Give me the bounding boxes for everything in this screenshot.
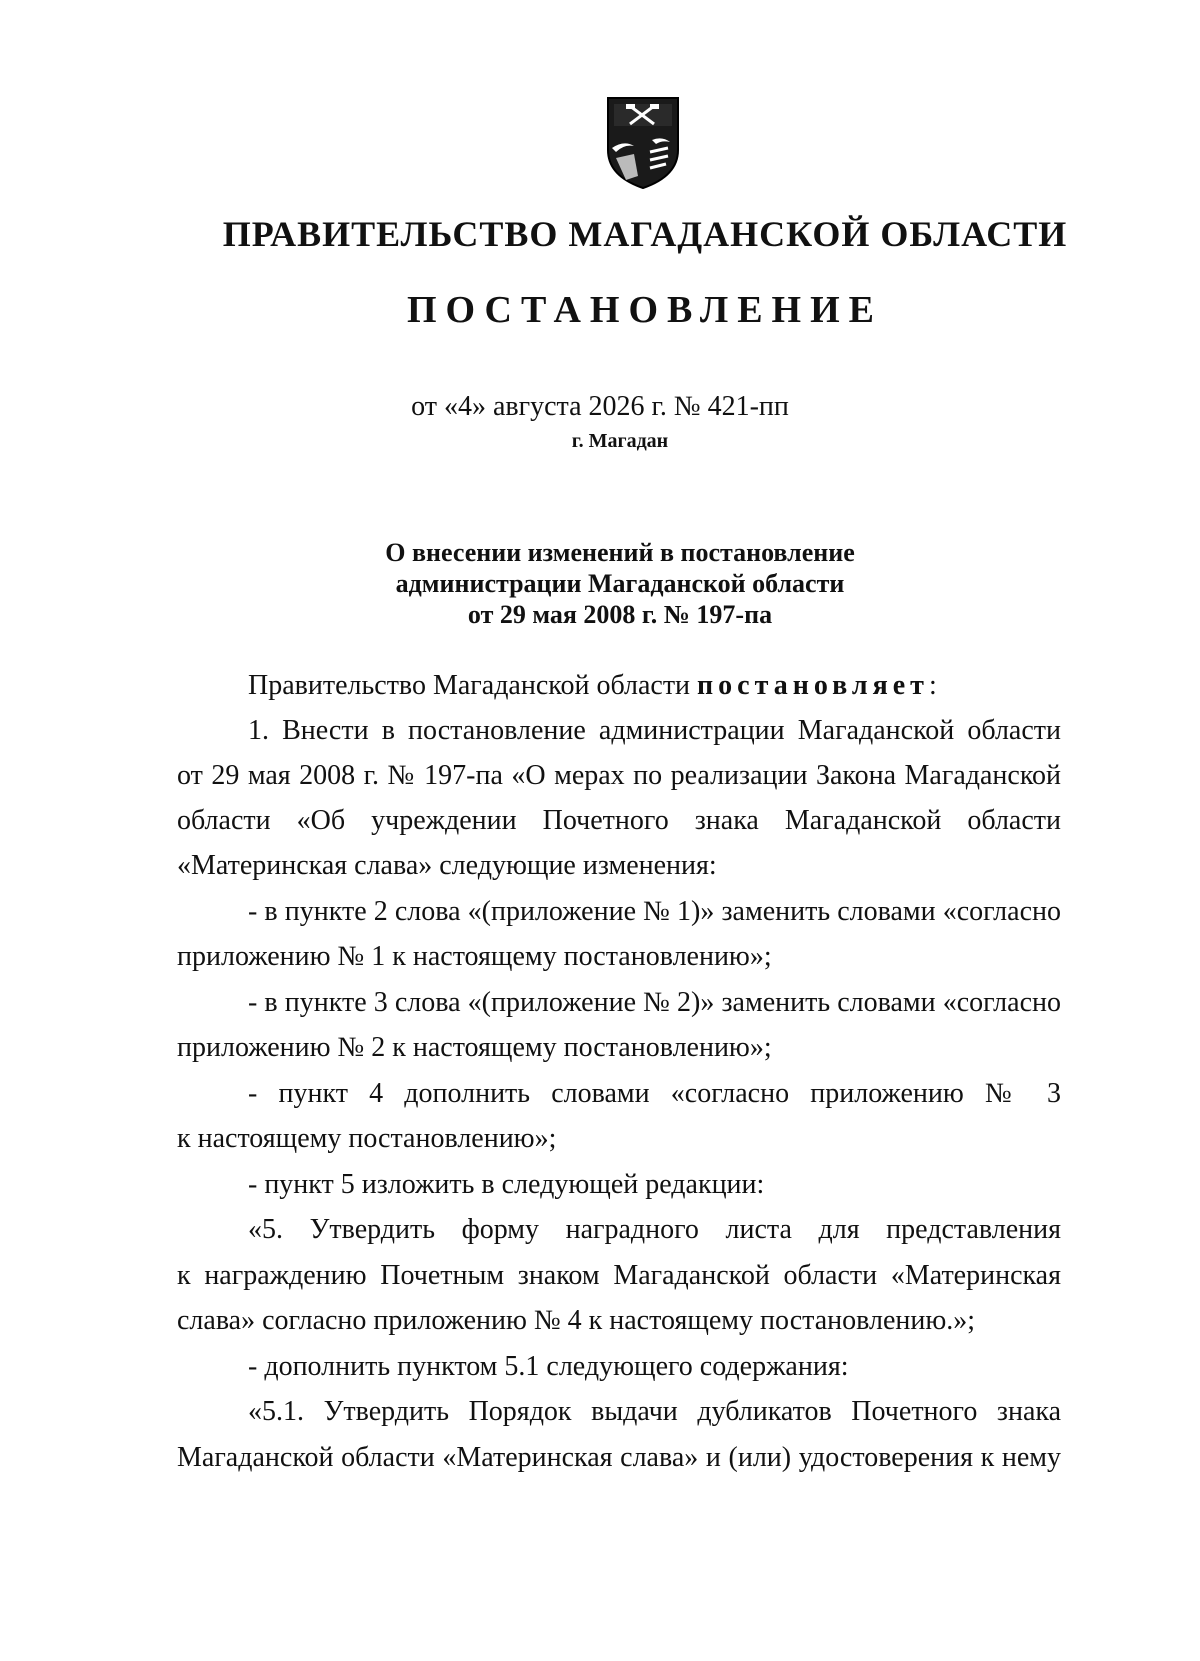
- body-line: приложению № 1 к настоящему постановлению»;: [177, 941, 772, 972]
- body-line: «Материнская слава» следующие изменения:: [177, 850, 717, 881]
- body-line: к настоящему постановлению»;: [177, 1123, 557, 1154]
- document-subject: [0, 537, 1200, 630]
- body-line: «5. Утвердить форму наградного листа для представления: [248, 1214, 1061, 1245]
- subject-line: О внесении изменений в постановление: [385, 538, 855, 567]
- preamble-keyword: постановляет: [697, 670, 929, 701]
- body-line: - пункт 5 изложить в следующей редакции:: [248, 1169, 765, 1200]
- subject-line: администрации Магаданской области: [395, 569, 845, 598]
- body-line: Магаданской области «Материнская слава» и (или) удостоверения к нему: [177, 1442, 1061, 1473]
- body-line: от 29 мая 2008 г. № 197-па «О мерах по реализации Закона Магаданской: [177, 760, 1061, 791]
- preamble-text: Правительство Магаданской области: [248, 670, 691, 701]
- body-line: слава» согласно приложению № 4 к настоящему постановлению.»;: [177, 1305, 976, 1336]
- document-type: ПОСТАНОВЛЕНИЕ: [406, 289, 884, 331]
- magadan-coat-of-arms-icon: [604, 96, 682, 190]
- organization-title: ПРАВИТЕЛЬСТВО МАГАДАНСКОЙ ОБЛАСТИ: [222, 214, 1068, 254]
- body-line: области «Об учреждении Почетного знака Магаданской области: [177, 805, 1061, 836]
- body-line: «5.1. Утвердить Порядок выдачи дубликатов Почетного знака: [248, 1396, 1061, 1427]
- body-line: приложению № 2 к настоящему постановлению»;: [177, 1032, 772, 1063]
- document-city: г. Магадан: [571, 430, 669, 452]
- preamble-colon: :: [928, 670, 937, 701]
- subject-line: от 29 мая 2008 г. № 197-па: [467, 600, 773, 629]
- body-line: - пункт 4 дополнить словами «согласно приложению № 3: [248, 1078, 1061, 1109]
- document-date-number: от «4» августа 2026 г. № 421-пп: [411, 391, 789, 422]
- body-line: к награждению Почетным знаком Магаданской области «Материнская: [177, 1260, 1061, 1291]
- preamble: [248, 668, 1061, 704]
- body-line: - дополнить пунктом 5.1 следующего содержания:: [248, 1351, 849, 1382]
- body-line: 1. Внести в постановление администрации Магаданской области: [248, 715, 1061, 746]
- body-line: - в пункте 2 слова «(приложение № 1)» заменить словами «согласно: [248, 896, 1061, 927]
- body-line: - в пункте 3 слова «(приложение № 2)» заменить словами «согласно: [248, 987, 1061, 1018]
